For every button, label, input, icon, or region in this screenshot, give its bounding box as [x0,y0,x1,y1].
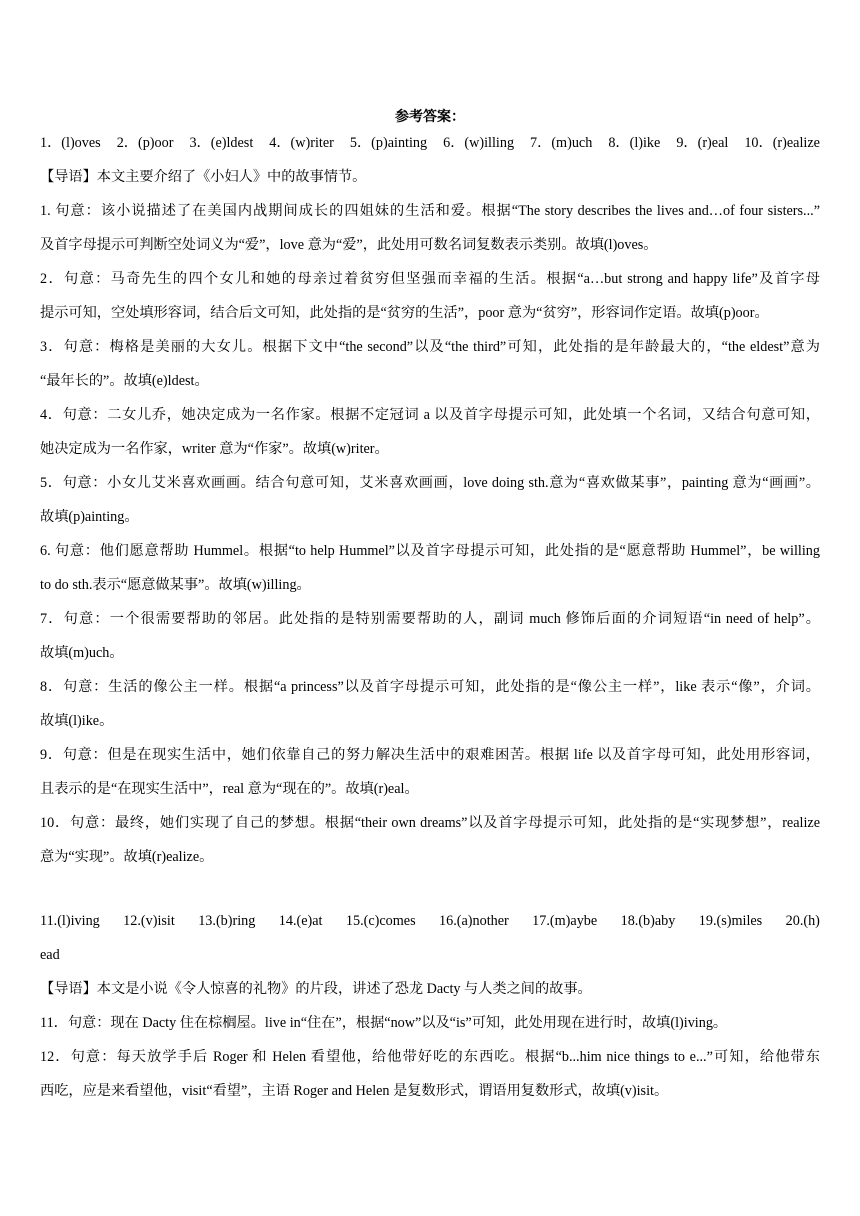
explanation-item [40,330,820,398]
explanation-item [40,398,820,466]
answer-key-row [40,904,820,938]
answer-item: 10．(r)ealize [744,135,820,151]
explanation-line: to do sth.表示“愿意做某事”。故填(w)illing。 [40,577,311,593]
explanation-line: 西吃，应是来看望他，visit“看望”，主语 Roger and Helen 是复数形式，谓语用复数形式，故填(v)isit。 [40,1083,669,1099]
answer-item: 1．(l)oves [40,135,101,151]
answer-item: 4．(w)riter [269,135,334,151]
explanation-line: 11．句意：现在 Dacty 住在棕榈屋。live in“住在”，根据“now”以及“is”可知，此处用现在进行时，故填(l)iving。 [40,1015,728,1031]
explanation-item [40,602,820,670]
answer-item: 17.(m)aybe [532,913,598,929]
answer-item: 8．(l)ike [608,135,661,151]
explanation-line: 提示可知，空处填形容词，结合后文可知，此处指的是“贫穷的生活”，poor 意为“贫穷”，形容词作定语。故填(p)oor。 [40,305,769,321]
explanation-list [40,194,820,874]
explanation-item [40,1006,820,1040]
explanation-list [40,1006,820,1108]
section-intro: 【导语】本文主要介绍了《小妇人》中的故事情节。 [40,169,367,185]
answer-item: 16.(a)nother [439,913,509,929]
answer-item: 15.(c)comes [345,913,416,929]
explanation-line: 1. 句意：该小说描述了在美国内战期间成长的四姐妹的生活和爱。根据“The story describes the lives and…of four sisters...” [40,203,820,219]
explanation-item [40,806,820,874]
explanation-line: 及首字母提示可判断空处词义为“爱”，love 意为“爱”，此处用可数名词复数表示类别。故填(l)oves。 [40,237,658,253]
answer-item: 6．(w)illing [443,135,515,151]
answer-item: 13.(b)ring [198,913,256,929]
explanation-line: 故填(m)uch。 [40,645,124,661]
answer-item: 5．(p)ainting [349,135,428,151]
answer-key-wrap: ead [40,947,60,963]
explanation-line: 7．句意：一个很需要帮助的邻居。此处指的是特别需要帮助的人，副词 much 修饰后面的介词短语“in need of help”。 [40,611,820,627]
explanation-line: 6. 句意：他们愿意帮助 Hummel。根据“to help Hummel”以及首字母提示可知，此处指的是“愿意帮助 Hummel”，be willing [40,543,820,559]
explanation-line: 2．句意：马奇先生的四个女儿和她的母亲过着贫穷但坚强而幸福的生活。根据“a…but strong and happy life”及首字母 [40,271,820,287]
explanation-line: 9．句意：但是在现实生活中，她们依靠自己的努力解决生活中的艰难困苦。根据 life 以及首字母可知，此处用形容词， [40,747,820,763]
explanation-line: 10．句意：最终，她们实现了自己的梦想。根据“their own dreams”以及首字母提示可知，此处指的是“实现梦想”，realize [40,815,820,831]
explanation-line: 且表示的是“在现实生活中”，real 意为“现在的”。故填(r)eal。 [40,781,419,797]
explanation-item [40,1040,820,1108]
explanation-item [40,670,820,738]
explanation-line: 她决定成为一名作家，writer 意为“作家”。故填(w)riter。 [40,441,389,457]
answer-item: 7．(m)uch [530,135,593,151]
explanation-line: 4．句意：二女儿乔，她决定成为一名作家。根据不定冠词 a 以及首字母提示可知，此处填一个名词，又结合句意可知， [40,407,820,423]
explanation-item [40,194,820,262]
page-title: 参考答案： [395,110,465,125]
section-intro: 【导语】本文是小说《令人惊喜的礼物》的片段，讲述了恐龙 Dacty 与人类之间的故事。 [40,981,592,997]
answer-item: 9．(r)eal [676,135,729,151]
answer-section-1 [40,126,820,874]
answer-item: 19.(s)miles [698,913,763,929]
answer-section-2 [40,904,820,1108]
answer-item: 14.(e)at [278,913,323,929]
explanation-line: 8．句意：生活的像公主一样。根据“a princess”以及首字母提示可知，此处指的是“像公主一样”，like 表示“像”，介词。 [40,679,820,695]
explanation-line: 故填(p)ainting。 [40,509,139,525]
explanation-item [40,466,820,534]
explanation-item [40,262,820,330]
answer-key-row [40,126,820,160]
explanation-item [40,738,820,806]
explanation-line: 故填(l)ike。 [40,713,114,729]
explanation-line: “最年长的”。故填(e)ldest。 [40,373,209,389]
explanation-line: 12．句意：每天放学手后 Roger 和 Helen 看望他，给他带好吃的东西吃。根据“b...him nice things to e...”可知，给他带东 [40,1049,820,1065]
answer-item: 18.(b)aby [620,913,676,929]
explanation-item [40,534,820,602]
explanation-line: 5．句意：小女儿艾米喜欢画画。结合句意可知，艾米喜欢画画，love doing sth.意为“喜欢做某事”，painting 意为“画画”。 [40,475,820,491]
answer-item: 2．(p)oor [116,135,174,151]
explanation-line: 意为“实现”。故填(r)ealize。 [40,849,214,865]
answer-item: 3．(e)ldest [189,135,254,151]
answer-item: 20.(h) [785,913,820,929]
answer-item: 12.(v)isit [123,913,175,929]
explanation-line: 3．句意：梅格是美丽的大女儿。根据下文中“the second”以及“the third”可知，此处指的是年龄最大的，“the eldest”意为 [40,339,820,355]
answer-item: 11.(l)iving [40,913,100,929]
